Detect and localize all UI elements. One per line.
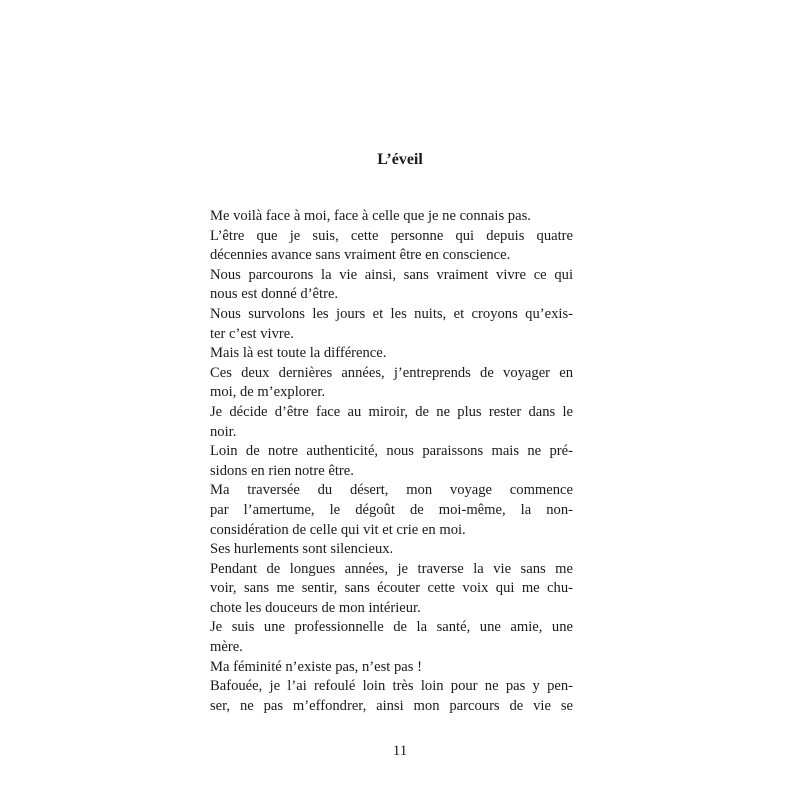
- text-line: Nous survolons les jours et les nuits, et croyons qu’exis-: [210, 305, 573, 322]
- text-line: Ma traversée du désert, mon voyage commence: [210, 482, 573, 499]
- text-line: Pendant de longues années, je traverse la vie sans me: [210, 560, 573, 577]
- text-line: Bafouée, je l’ai refoulé loin très loin pour ne pas y pen-: [210, 678, 573, 695]
- text-line: nous est donné d’être.: [210, 286, 339, 303]
- text-line: noir.: [210, 423, 237, 440]
- text-line: Ses hurlements sont silencieux.: [210, 541, 394, 558]
- text-line: moi, de m’explorer.: [210, 384, 326, 401]
- text-line: chote les douceurs de mon intérieur.: [210, 599, 421, 616]
- text-line: considération de celle qui vit et crie en moi.: [210, 521, 466, 538]
- text-line: Je suis une professionnelle de la santé, une amie, une: [210, 619, 573, 636]
- text-line: Nous parcourons la vie ainsi, sans vraiment vivre ce qui: [210, 266, 573, 283]
- text-line: décennies avance sans vraiment être en conscience.: [210, 247, 511, 264]
- text-line: Loin de notre authenticité, nous paraissons mais ne pré-: [210, 443, 573, 460]
- text-line: ser, ne pas m’effondrer, ainsi mon parcours de vie se: [210, 697, 573, 714]
- text-line: mère.: [210, 639, 243, 656]
- text-line: ter c’est vivre.: [210, 325, 294, 342]
- text-line: Je décide d’être face au miroir, de ne plus rester dans le: [210, 403, 573, 420]
- text-line: Me voilà face à moi, face à celle que je ne connais pas.: [210, 208, 531, 224]
- text-line: Ma féminité n’existe pas, n’est pas !: [210, 658, 422, 675]
- chapter-title: L’éveil: [377, 151, 423, 168]
- text-line: sidons en rien notre être.: [210, 462, 354, 479]
- text-line: L’être que je suis, cette personne qui depuis quatre: [210, 227, 573, 244]
- body-text: [210, 207, 573, 716]
- page-number: 11: [392, 743, 408, 759]
- text-line: par l’amertume, le dégoût de moi-même, la non-: [210, 501, 573, 518]
- text-line: voir, sans me sentir, sans écouter cette voix qui me chu-: [210, 580, 573, 597]
- text-line: Mais là est toute la différence.: [210, 345, 387, 362]
- text-line: Ces deux dernières années, j’entreprends de voyager en: [210, 364, 573, 381]
